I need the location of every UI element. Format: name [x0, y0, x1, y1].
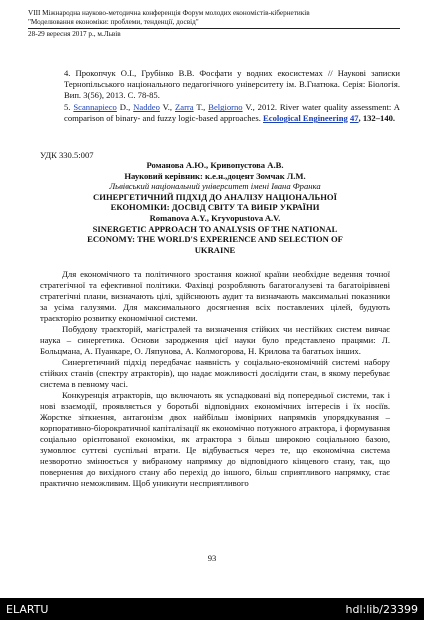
header-line-1: VIII Міжнародна науково-методична конференція Форум молодих економістів-кібернетиків	[28, 9, 310, 17]
reference-5-text-2: V.,	[162, 102, 173, 113]
title-ua-line-2: ЕКОНОМІКИ: ДОСВІД СВІТУ ТА ВИБІР УКРАЇНИ	[110, 202, 320, 213]
reference-5-text-1: D.,	[119, 102, 131, 113]
reference-5-text-3: T.,	[196, 102, 206, 113]
article-body	[40, 269, 390, 489]
author-link-belgiorno[interactable]: Belgiorno	[208, 102, 243, 113]
header-line-2: "Моделювання економіки: проблеми, тенденції, досвід"	[28, 18, 199, 26]
reference-5-pages: , 132–140.	[358, 113, 396, 124]
udc-code: УДК 330.5:007	[40, 150, 94, 160]
paragraph-4: Конкуренція атракторів, що включають як успадковані від попередньої системи, так і нові взаємодії, проявляється у боротьбі відповідних економічних інтересів і їх носіїв. Жорстке зіткнення, антагонізм двох найбільш імовірних напрямків упорядкування – корпоративно-біорократичної капіталізації як економічно потужного атрактора, і формування соціально орієнтованої економіки, як атрактора з більш широкою соціальною базою, зумовлює суттєві суспільні втрати. Це відбувається через те, що економічна система незворотно змінюється у вибраному напрямку до відповідного кінцевого стану, так, що повернення до вихідного стану або перехід до іншого, більш сприятливого напрямку, стає практично неможливим. Щоб уникнути несприятливого	[40, 390, 390, 488]
page-number: 93	[207, 553, 217, 563]
repository-name: ELARTU	[6, 603, 49, 616]
title-en-line-2: ECONOMY: THE WORLD'S EXPERIENCE AND SELECTION OF	[87, 234, 343, 245]
supervisor-ua: Науковий керівник: к.е.н.,доцент Зомчак Л.М.	[124, 170, 306, 181]
reference-5-text-4: V., 2012. River water quality assessment: A comparison of binary- and fuzzy logic-based approaches.	[64, 102, 400, 124]
paragraph-1: Для економічного та політичного зростання кожної країни необхідне ведення точної стратегічної та ефективної політики. Фахівці розробляють багатогалузеві та багатоірівневі стратегічні плани, визначають цілі, здійснюють аудит та визначають максимальні показники за усіма галузями. Для максимального досягнення всіх поставлених цілей, будують траєкторію розвитку економічної системи.	[40, 269, 390, 323]
header-date: 28-29 вересня 2017 р., м.Львів	[28, 30, 121, 38]
university-ua: Львівський національний університет імені Івана Франка	[109, 181, 321, 192]
repository-footer	[0, 598, 424, 620]
title-en-line-3: UKRAINE	[194, 244, 236, 255]
references-list	[64, 68, 400, 126]
conference-header	[28, 9, 400, 39]
handle-id: hdl:lib/23399	[345, 603, 418, 616]
author-link-zarra[interactable]: Zarra	[175, 102, 194, 113]
volume-link[interactable]: 47	[349, 113, 359, 124]
paragraph-2: Побудову траєкторій, магістралей та визначення стійких чи нестійких систем вивчає наука – синергетика. Основи зародження цієї науки було представлено працями: Л. Больцмана, А. Пуанкаре, О. Ляпунова, А. Колмогорова, Н. Крилова та багатьох інших.	[40, 324, 390, 356]
journal-link[interactable]: Ecological Engineering	[263, 113, 348, 124]
reference-5-number: 5.	[64, 102, 71, 113]
reference-5	[64, 102, 400, 124]
reference-4: 4. Прокопчук О.І., Грубінко В.В. Фосфати у водних екосистемах // Наукові записки Тернопільського національного педагогічного університету ім. В.Гнатюка. Серія: Біологія. Вип. 3(56), 2013. С. 78-85.	[64, 68, 400, 100]
article-title-block	[40, 160, 390, 255]
title-ua-line-1: СИНЕРГЕТИЧНИЙ ПІДХІД ДО АНАЛІЗУ НАЦІОНАЛЬНОЇ	[93, 191, 337, 202]
paragraph-3: Синергетичний підхід передбачає наявність у соціально-економічній системі набору стійких станів (спектру атракторів), що надає можливості дослідити стан, в якому перебуває система в певному часі.	[40, 357, 390, 389]
header-divider	[28, 28, 400, 29]
authors-ua: Романова А.Ю., Кривопустова А.В.	[146, 160, 284, 170]
author-link-scannapieco[interactable]: Scannapieco	[73, 102, 117, 113]
title-en-line-1: SINERGETIC APPROACH TO ANALYSIS OF THE NATIONAL	[92, 223, 338, 234]
authors-en: Romanova A.Y., Kryvopustova A.V.	[149, 212, 281, 223]
author-link-naddeo[interactable]: Naddeo	[133, 102, 160, 113]
